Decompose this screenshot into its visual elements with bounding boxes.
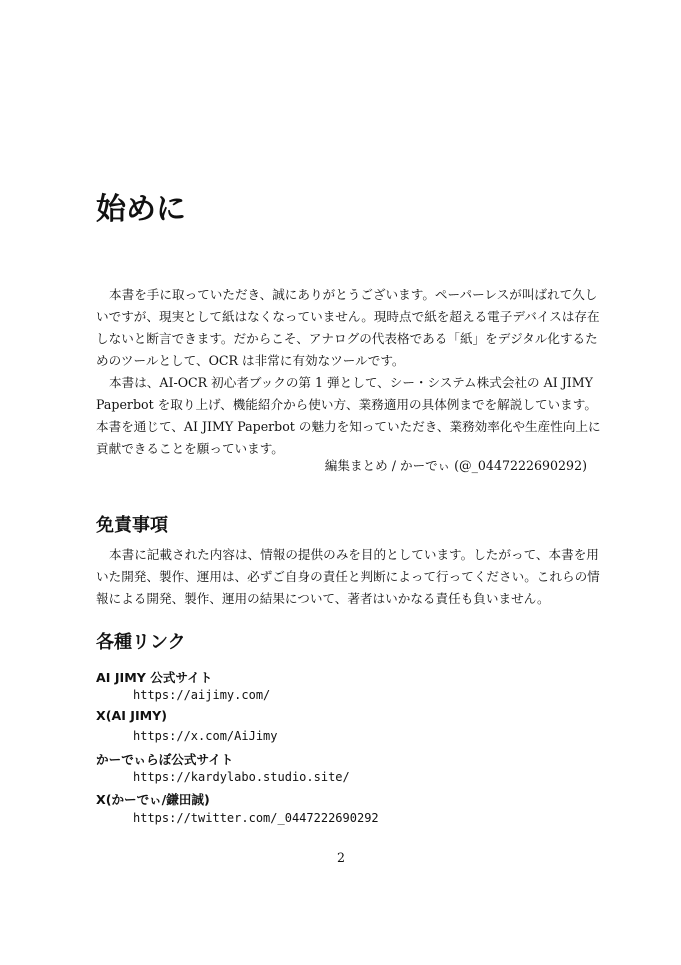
page-number: 2	[337, 850, 346, 865]
link-label: かーでぃらぼ公式サイト	[96, 752, 234, 767]
page-title: 始めに	[96, 192, 186, 227]
disclaimer-line: 本書に記載された内容は、情報の提供のみを目的としています。したがって、本書を用	[109, 547, 599, 562]
link-url[interactable]: https://kardylabo.studio.site/	[133, 770, 350, 784]
intro-line: めのツールとして、OCR は非常に有効なツールです。	[96, 353, 405, 368]
link-url[interactable]: https://twitter.com/_0447222690292	[133, 811, 379, 825]
intro-line: しないと断言できます。だからこそ、アナログの代表格である「紙」をデジタル化するた	[96, 331, 598, 346]
signature: 編集まとめ / かーでぃ (@_0447222690292)	[324, 458, 587, 473]
intro-line: Paperbot を取り上げ、機能紹介から使い方、業務適用の具体例までを解説しています。	[96, 397, 597, 412]
intro-line: 本書を手に取っていただき、誠にありがとうございます。ペーパーレスが叫ばれて久し	[109, 287, 598, 302]
link-label: X(かーでぃ/鎌田誠)	[96, 792, 210, 807]
link-label: X(AI JIMY)	[96, 708, 168, 723]
intro-line: 貢献できることを願っています。	[96, 441, 284, 456]
link-label: AI JIMY 公式サイト	[96, 670, 213, 685]
disclaimer-heading: 免責事項	[96, 515, 168, 536]
link-url[interactable]: https://aijimy.com/	[133, 688, 271, 702]
intro-line: 本書を通じて、AI JIMY Paperbot の魅力を知っていただき、業務効率化や生産性向上に	[96, 419, 601, 434]
link-url[interactable]: https://x.com/AiJimy	[133, 729, 278, 743]
disclaimer-line: いた開発、製作、運用は、必ずご自身の責任と判断によって行ってください。これらの情	[96, 569, 600, 584]
intro-line: 本書は、AI-OCR 初心者ブックの第 1 弾として、シー・システム株式会社の AI JIMY	[109, 375, 593, 390]
disclaimer-line: 報による開発、製作、運用の結果について、著者はいかなる責任も負いません。	[96, 591, 550, 606]
links-heading: 各種リンク	[96, 632, 186, 653]
intro-line: いですが、現実として紙はなくなっていません。現時点で紙を超える電子デバイスは存在	[96, 309, 600, 324]
